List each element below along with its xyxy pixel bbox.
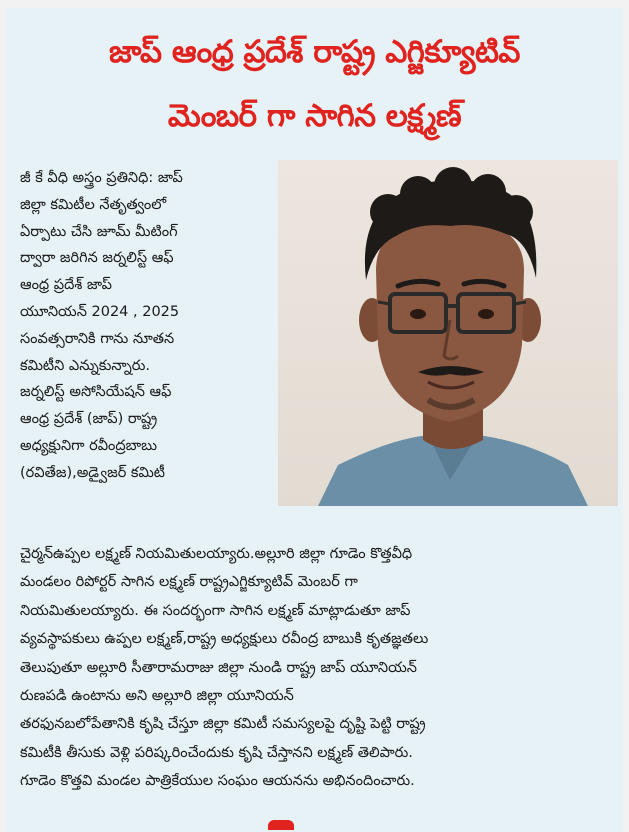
article-line: తరఫునబలోపేతానికి కృషి చేస్తూ జిల్లా కమిటీ సమస్యలపై దృష్టి పెట్టి రాష్ట్ర [20, 716, 426, 733]
headline-line-1: జాప్ ఆంధ్ర ప్రదేశ్ రాష్ట్ర ఎగ్జిక్యూటివ్ [109, 34, 520, 70]
article-line: వ్యవస్థాపకులు ఉప్పల లక్ష్మణ్,రాష్ట్ర అధ్యక్షులు రవీంద్ర బాబుకి కృతజ్ఞతలు [20, 631, 429, 648]
headline-line-2: మెంబర్ గా సాగిన లక్ష్మణ్ [167, 98, 462, 134]
article-line: మండలం రిపోర్టర్ సాగిన లక్ష్మణ్ రాష్ట్రఎగ్జిక్యూటివ్ మెంబర్ గా [20, 574, 358, 591]
portrait-photo [278, 160, 618, 506]
article-line: చైర్మన్ఉప్పల లక్ష్మణ్ నియమితులయ్యారు.అల్లూరి జిల్లా గూడెం కొత్తవీధి [20, 546, 413, 562]
article-line: ద్వారా జరిగిన జర్నలిస్ట్ ఆఫ్ [20, 250, 174, 267]
article-line: ఏర్పాటు చేసి జూమ్ మీటింగ్ [20, 223, 178, 240]
article-line: గూడెం కొత్తవి మండల పాత్రికేయుల సంఘం ఆయనను అభినందించారు. [20, 773, 415, 790]
portrait-illustration [278, 160, 618, 506]
article-line: నియమితులయ్యారు. ఈ సందర్భంగా సాగిన లక్ష్మణ్ మాట్లాడుతూ జాప్ [20, 602, 411, 619]
article-line: జిల్లా కమిటీల నేతృత్వంలో [20, 196, 167, 213]
next-headline-fragment [268, 820, 294, 830]
article-line: యూనియన్ 2024 , 2025 [20, 303, 180, 320]
article-line: తెలుపుతూ అల్లూరి సీతారామరాజు జిల్లా నుండి రాష్ట్ర జాప్ యూనియన్ [20, 659, 417, 676]
article-line: కమిటీని ఎన్నుకున్నారు. [20, 357, 150, 374]
article-body-full [20, 540, 616, 796]
article-line: అధ్యక్షునిగా రవీంద్రబాబు [20, 437, 158, 454]
article-line: ఆంధ్ర ప్రదేశ్ జాప్ [20, 277, 112, 294]
news-clipping [6, 8, 623, 832]
article-line: రుణపడి ఉంటాను అని అల్లూరి జిల్లా యూనియన్ [20, 688, 294, 705]
article-line: కమిటీకి తీసుకు వెళ్లి పరిష్కరించేందుకు కృషి చేస్తానని లక్ష్మణ్ తెలిపారు. [20, 744, 413, 761]
article-line: సంవత్సరానికి గాను నూతన [20, 330, 175, 347]
article-line: (రవితేజ),అడ్వైజర్ కమిటీ [20, 464, 165, 481]
article-column [20, 165, 270, 487]
article-line: ఆంధ్ర ప్రదేశ్ (జాప్) రాష్ట్ర [20, 411, 158, 428]
article-line: జర్నలిస్ట్ అసోసియేషన్ ఆఫ్ [20, 384, 172, 401]
article-line: జీ కే వీధి అస్త్రం ప్రతినిధి: జాప్ [20, 170, 183, 186]
